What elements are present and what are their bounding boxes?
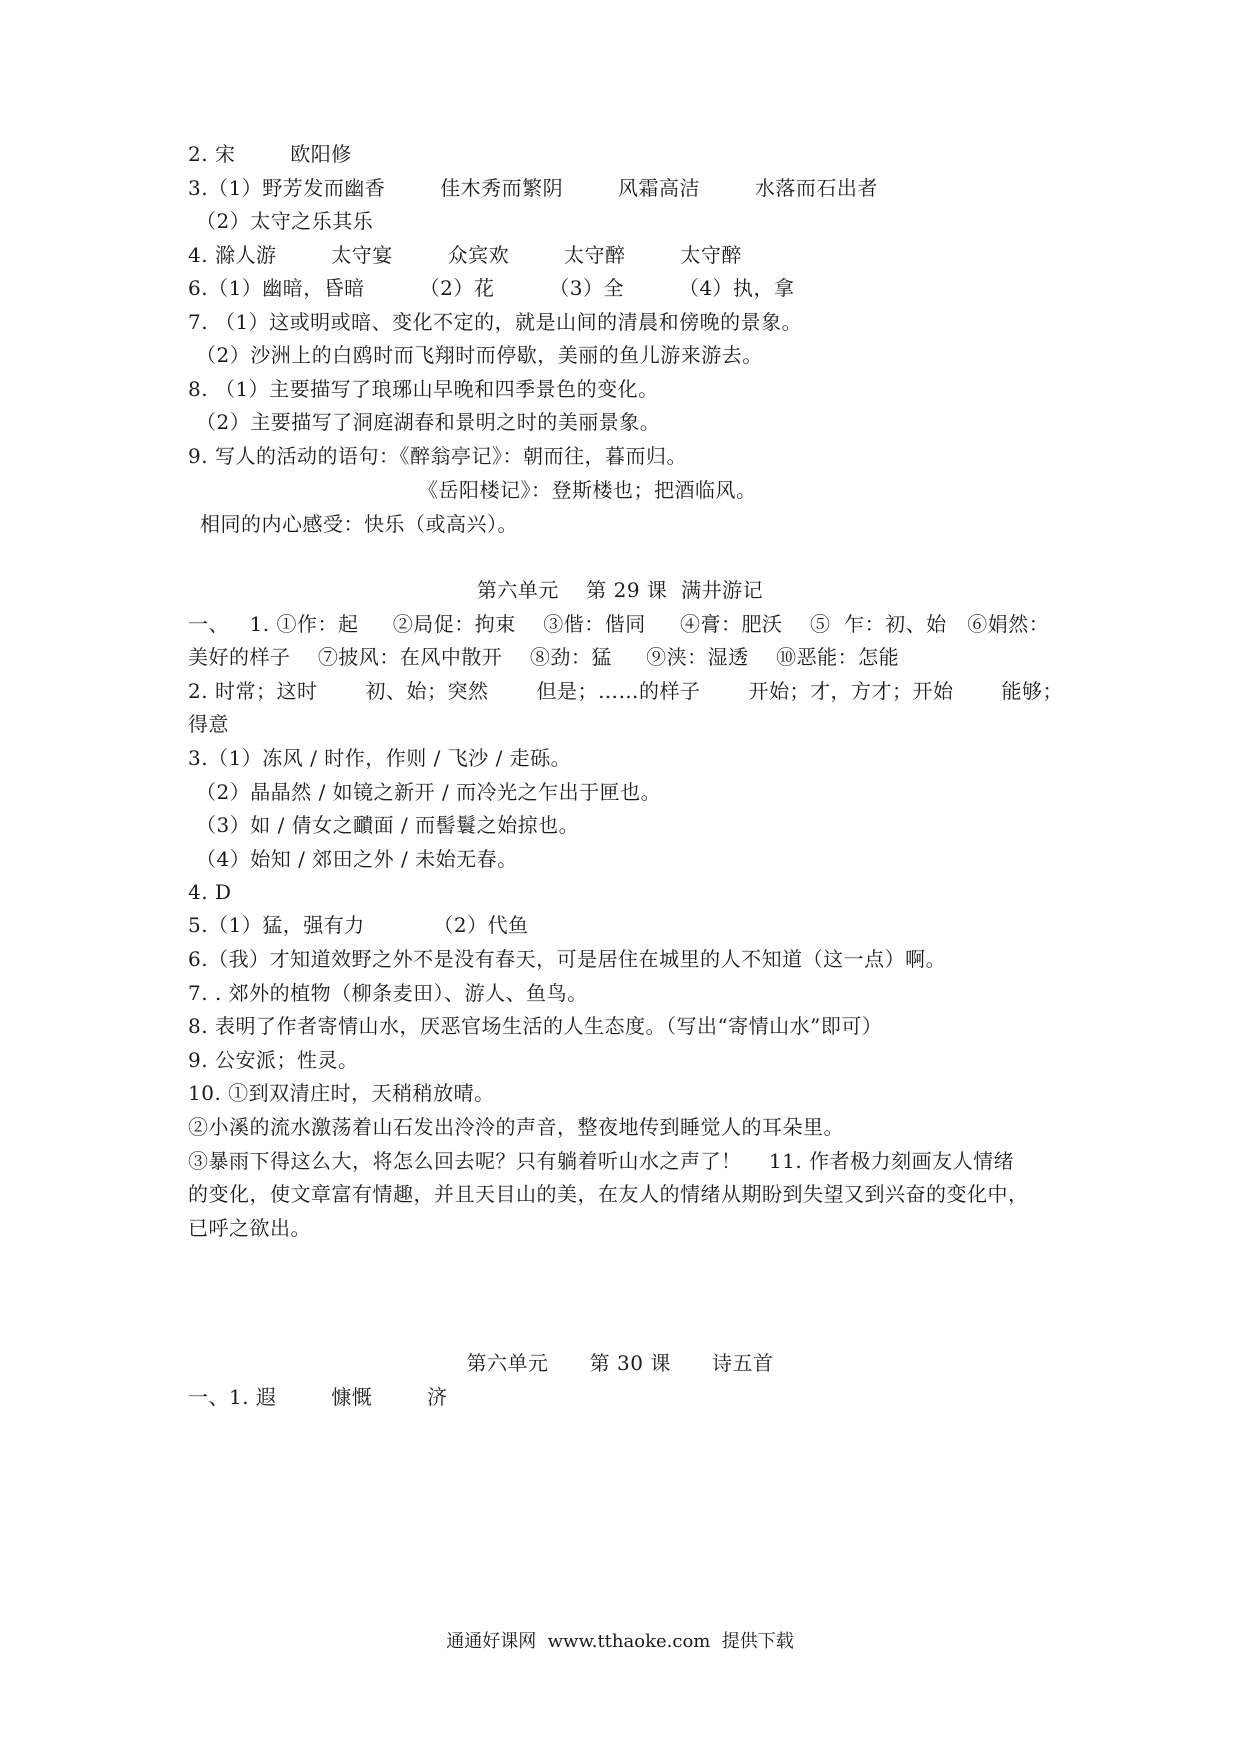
answer-line: 3.（1）野芳发而幽香 佳木秀而繁阴 风霜高洁 水落而石出者 (188, 176, 878, 200)
answer-line: 6.（我）才知道效野之外不是没有春天，可是居住在城里的人不知道（这一点）啊。 (188, 947, 947, 971)
answer-line: （2）太守之乐其乐 (196, 209, 374, 233)
answer-line: （4）始知 / 郊田之外 / 未始无春。 (196, 847, 518, 871)
answer-line: （2）晶晶然 / 如镜之新开 / 而冷光之乍出于匣也。 (196, 780, 662, 804)
page-footer: 通通好课网 www.tthaoke.com 提供下载 (446, 1631, 794, 1652)
answer-line: ②小溪的流水激荡着山石发出泠泠的声音，整夜地传到睡觉人的耳朵里。 (188, 1115, 844, 1139)
answer-line: 3.（1）冻风 / 时作，作则 / 飞沙 / 走砾。 (188, 746, 572, 770)
answer-line: 2. 时常；这时 初、始；突然 但是；……的样子 开始；才，方才；开始 能够； (188, 679, 1063, 703)
answer-line: （2）沙洲上的白鸥时而飞翔时而停歇，美丽的鱼儿游来游去。 (196, 343, 763, 367)
answer-line: 一、1. 遐 慷慨 济 (188, 1385, 448, 1409)
answer-line: 的变化，使文章富有情趣，并且天目山的美，在友人的情绪从期盼到失望又到兴奋的变化中， (188, 1182, 1029, 1206)
answer-line: 8. 表明了作者寄情山水，厌恶官场生活的人生态度。（写出“寄情山水”即可） (188, 1014, 883, 1038)
lesson-heading: 第六单元 第 30 课 诗五首 (466, 1351, 774, 1375)
answer-line: 9. 公安派；性灵。 (188, 1048, 359, 1072)
answer-line: （2）主要描写了洞庭湖春和景明之时的美丽景象。 (196, 410, 661, 434)
answer-line: 9. 写人的活动的语句：《醉翁亭记》：朝而往，暮而归。 (188, 444, 687, 468)
answer-line: 4. 滁人游 太守宴 众宾欢 太守醉 太守醉 (188, 243, 742, 267)
answer-line: 7. （1）这或明或暗、变化不定的，就是山间的清晨和傍晚的景象。 (188, 310, 803, 334)
answer-line: 8. （1）主要描写了琅琊山早晚和四季景色的变化。 (188, 377, 659, 401)
answer-line: 一、 1. ①作：起 ②局促：拘束 ③偕：偕同 ④膏：肥沃 ⑤ 乍：初、始 ⑥娟然： (188, 612, 1050, 636)
answer-line: ③暴雨下得这么大，将怎么回去呢？只有躺着听山水之声了！ 11. 作者极力刻画友人情绪 (188, 1149, 1015, 1173)
answer-line: 美好的样子 ⑦披风：在风中散开 ⑧劲：猛 ⑨浃：湿透 ⑩恶能：怎能 (188, 645, 900, 669)
answer-line: 4. D (188, 880, 232, 904)
answer-line: 《岳阳楼记》：登斯楼也；把酒临风。 (418, 478, 757, 502)
lesson-heading: 第六单元 第 29 课 满井游记 (476, 578, 764, 602)
answer-line: 已呼之欲出。 (188, 1216, 311, 1240)
answer-line: 10. ①到双清庄时，天稍稍放晴。 (188, 1081, 495, 1105)
answer-line: 6.（1）幽暗，昏暗 （2）花 （3）全 （4）执，拿 (188, 276, 795, 300)
answer-line: 得意 (188, 712, 229, 736)
answer-line: （3）如 / 倩女之靧面 / 而髻鬟之始掠也。 (196, 813, 580, 837)
answer-line: 2. 宋 欧阳修 (188, 142, 352, 166)
answer-line: 7. . 郊外的植物（柳条麦田）、游人、鱼鸟。 (188, 981, 588, 1005)
answer-line: 相同的内心感受：快乐（或高兴）。 (200, 512, 518, 536)
answer-line: 5.（1）猛，强有力 （2）代鱼 (188, 913, 529, 937)
